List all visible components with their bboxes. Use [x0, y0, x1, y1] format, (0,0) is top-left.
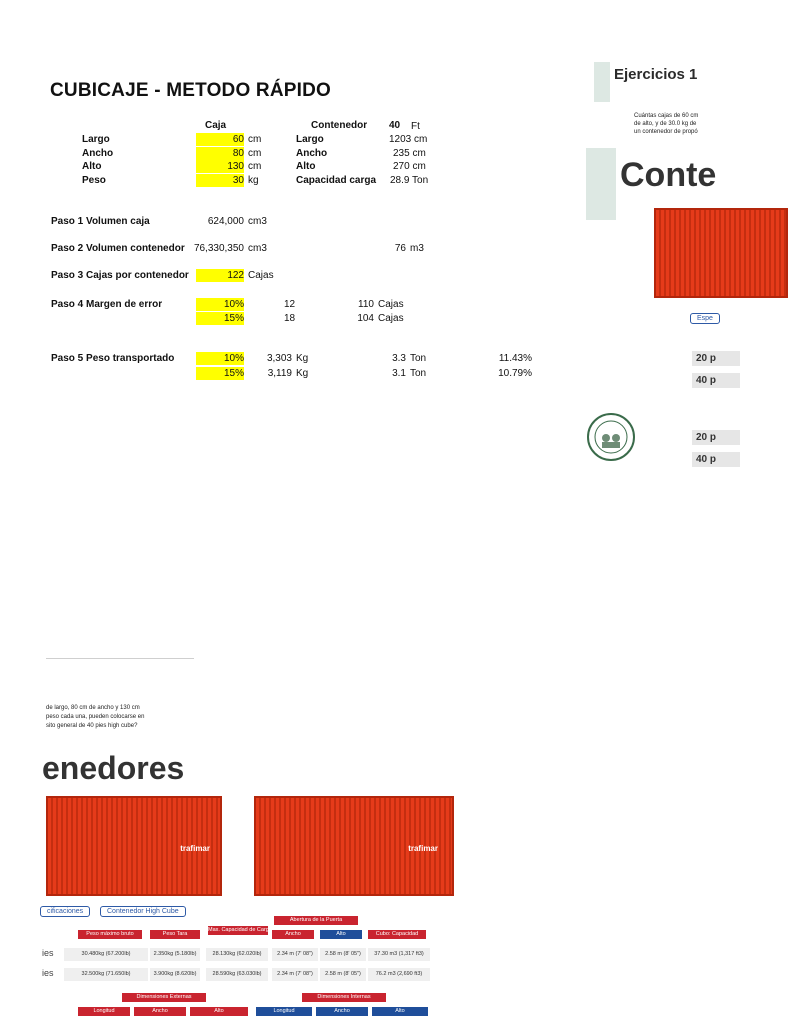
paso5-ton-unit: Ton [410, 368, 427, 379]
table-cell: 2.58 m (8' 05") [320, 948, 366, 961]
paso5-pct-cell[interactable]: 10% [196, 352, 244, 365]
column-header: Peso máximo bruto [78, 930, 142, 939]
int-col-header: Longitud [256, 1007, 312, 1016]
caja-value-cell[interactable]: 80 [196, 147, 244, 160]
table-cell: 2.34 m (7' 08") [272, 948, 318, 961]
exercise-title: Ejercicios 1 [614, 66, 698, 83]
container-image [254, 796, 454, 896]
paso4-pct-cell[interactable]: 15% [196, 312, 244, 325]
row-label-20: 20 p [692, 351, 740, 366]
paso1-label: Paso 1 Volumen caja [51, 216, 150, 227]
contenedor-label: Capacidad carga [296, 175, 377, 186]
paso5-ratio: 11.43% [498, 353, 532, 364]
paso4-unit: Cajas [378, 313, 404, 324]
bottom-slide-fragment [42, 656, 446, 1024]
paso4-unit: Cajas [378, 299, 404, 310]
paso2-unit: cm3 [248, 243, 267, 254]
int-col-header: Ancho [316, 1007, 368, 1016]
exercise-text-line: sito general de 40 pies high cube? [46, 723, 138, 729]
exercise-text-line: Cuántas cajas de 60 cm [634, 113, 699, 119]
table-cell: 2.350kg (5.180lb) [150, 948, 200, 961]
caja-unit: cm [248, 134, 262, 145]
paso5-kg-unit: Kg [296, 353, 309, 364]
table-cell: 30.480kg (67.200lb) [64, 948, 148, 961]
paso4-result: 110 [358, 299, 374, 310]
brand-label: trafimar [180, 844, 210, 853]
paso3-label: Paso 3 Cajas por contenedor [51, 270, 189, 281]
contenedor-value: 270 cm [393, 161, 426, 172]
caja-header: Caja [205, 120, 227, 131]
slide-divider [46, 658, 194, 659]
paso5-kg: 3,119 [267, 368, 292, 379]
university-seal-icon [586, 410, 636, 464]
specs-tab[interactable]: Espe [690, 313, 720, 324]
paso3-unit: Cajas [248, 270, 274, 281]
specs-tab[interactable]: cificaciones [40, 906, 90, 917]
table-cell: 2.34 m (7' 08") [272, 968, 318, 981]
paso5-ton-unit: Ton [410, 353, 427, 364]
contenedores-heading: enedores [42, 750, 185, 786]
table-cell: 28.130kg (62.020lb) [206, 948, 268, 961]
caja-unit: kg [248, 175, 259, 186]
high-cube-tab[interactable]: Contenedor High Cube [100, 906, 186, 917]
column-header: Cubo: Capacidad [368, 930, 426, 939]
exercise-text-line: de largo, 80 cm de ancho y 130 cm [46, 705, 140, 711]
int-col-header: Alto [372, 1007, 428, 1016]
caja-value-cell[interactable]: 30 [196, 174, 244, 187]
ext-col-header: Ancho [134, 1007, 186, 1016]
column-header: Max. Capacidad de Carga [208, 927, 272, 933]
contenedor-size: 40 [389, 120, 401, 131]
slide-accent-bar [586, 148, 616, 220]
row-label-20: 20 p [692, 430, 740, 445]
right-slide-fragment [586, 62, 768, 482]
exercise-text-line: peso cada una, pueden colocarse en [46, 714, 145, 720]
caja-unit: cm [248, 161, 262, 172]
table-cell: 2.58 m (8' 05") [320, 968, 366, 981]
column-header: Alto [320, 930, 362, 939]
sheet-title: CUBICAJE - METODO RÁPIDO [50, 80, 332, 101]
ext-dim-header: Dimensiones Externas [122, 993, 206, 1002]
paso5-pct-cell[interactable]: 15% [196, 367, 244, 380]
column-header: Ancho [272, 930, 314, 939]
paso4-minus: 12 [284, 299, 296, 310]
contenedor-value: 235 cm [393, 148, 426, 159]
paso5-ratio: 10.79% [498, 368, 532, 379]
contenedor-label: Ancho [296, 148, 328, 159]
paso5-ton: 3.3 [392, 353, 406, 364]
slide-accent-bar [594, 62, 610, 102]
paso5-kg-unit: Kg [296, 368, 309, 379]
ext-col-header: Longitud [78, 1007, 130, 1016]
paso1-value: 624,000 [207, 216, 244, 227]
paso4-result: 104 [357, 313, 374, 324]
table-cell: 76.2 m3 (2,690 ft3) [368, 968, 430, 981]
paso4-pct-cell[interactable]: 10% [196, 298, 244, 311]
contenedor-value: 28.9 Ton [390, 175, 429, 186]
row-label-40: 40 p [692, 452, 740, 467]
paso5-label: Paso 5 Peso transportado [51, 353, 175, 364]
container-image [46, 796, 222, 896]
contenedores-heading: Conte [620, 156, 717, 194]
paso2-m3-unit: m3 [410, 243, 424, 254]
caja-value-cell[interactable]: 60 [196, 133, 244, 146]
table-cell: 3.900kg (8.620lb) [150, 968, 200, 981]
caja-value-cell[interactable]: 130 [196, 160, 244, 173]
door-opening-header: Abertura de la Puerta [274, 916, 358, 925]
paso4-minus: 18 [284, 313, 296, 324]
caja-unit: cm [248, 148, 262, 159]
paso5-ton: 3.1 [392, 368, 406, 379]
paso4-label: Paso 4 Margen de error [51, 299, 163, 310]
contenedor-unit: Ft [411, 121, 420, 132]
paso5-kg: 3,303 [266, 353, 292, 364]
container-image [654, 208, 788, 298]
row-label-40: 40 p [692, 373, 740, 388]
caja-label: Ancho [82, 148, 114, 159]
caja-label: Alto [82, 161, 102, 172]
exercise-text-line: de alto, y de 30.0 kg de [634, 121, 697, 127]
ext-col-header: Alto [190, 1007, 248, 1016]
caja-label: Largo [82, 134, 110, 145]
paso3-value-cell[interactable]: 122 [196, 269, 244, 282]
paso2-m3-value: 76 [394, 243, 406, 254]
table-cell: 28.590kg (63.030lb) [206, 968, 268, 981]
brand-label: trafimar [408, 844, 438, 853]
int-dim-header: Dimensiones Internas [302, 993, 386, 1002]
row-label: ies [42, 948, 54, 958]
contenedor-value: 1203 cm [389, 134, 428, 145]
paso2-label: Paso 2 Volumen contenedor [51, 243, 185, 254]
paso2-value: 76,330,350 [193, 243, 244, 254]
caja-label: Peso [82, 175, 106, 186]
row-label: ies [42, 968, 54, 978]
contenedor-header: Contenedor [311, 120, 368, 131]
contenedor-label: Alto [296, 161, 316, 172]
contenedor-label: Largo [296, 134, 324, 145]
column-header: Peso Tara [150, 930, 200, 939]
table-cell: 37.30 m3 (1,317 ft3) [368, 948, 430, 961]
exercise-text-line: un contenedor de propó [634, 129, 698, 135]
paso1-unit: cm3 [248, 216, 267, 227]
table-cell: 32.500kg (71.650lb) [64, 968, 148, 981]
